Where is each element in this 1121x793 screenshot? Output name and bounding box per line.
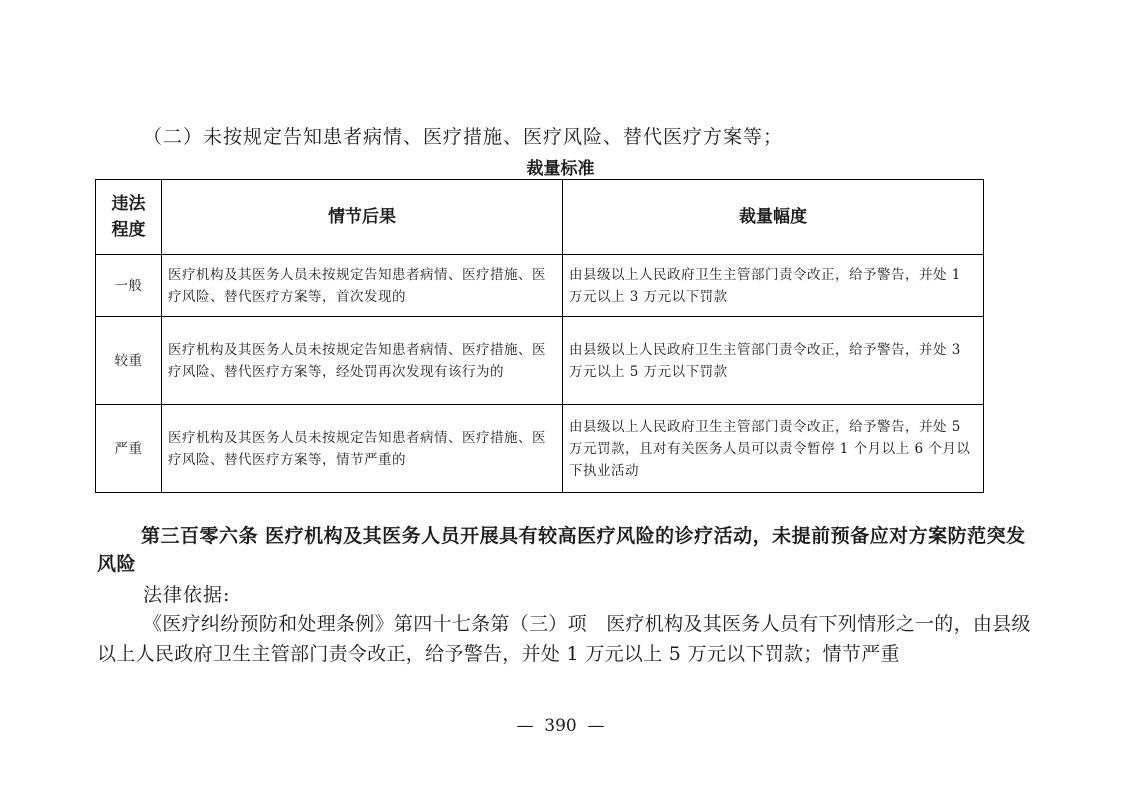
header-range: 裁量幅度 (563, 180, 984, 255)
header-level-line1: 违法 (111, 194, 146, 214)
article-title: 第三百零六条 医疗机构及其医务人员开展具有较高医疗风险的诊疗活动，未提前预备应对方案防范突发风险 (97, 525, 1026, 575)
header-level-line2: 程度 (111, 220, 146, 240)
row-level: 较重 (96, 317, 162, 405)
table-row (96, 405, 984, 493)
row-consequence: 医疗机构及其医务人员未按规定告知患者病情、医疗措施、医疗风险、替代医疗方案等，首次发现的 (162, 255, 563, 317)
intro-paragraph: （二）未按规定告知患者病情、医疗措施、医疗风险、替代医疗方案等； (143, 126, 784, 148)
penalty-standard-table (95, 179, 984, 493)
row-consequence: 医疗机构及其医务人员未按规定告知患者病情、医疗措施、医疗风险、替代医疗方案等，经处罚再次发现有该行为的 (162, 317, 563, 405)
page-number: — 390 — (516, 716, 605, 736)
row-range: 由县级以上人民政府卫生主管部门责令改正，给予警告，并处 1 万元以上 3 万元以下罚款 (563, 255, 984, 317)
header-level (96, 180, 162, 255)
header-consequence: 情节后果 (162, 180, 563, 255)
table-caption: 裁量标准 (526, 159, 595, 179)
table-row (96, 255, 984, 317)
row-range: 由县级以上人民政府卫生主管部门责令改正，给予警告，并处 3 万元以上 5 万元以下罚款 (563, 317, 984, 405)
row-consequence: 医疗机构及其医务人员未按规定告知患者病情、医疗措施、医疗风险、替代医疗方案等，情节严重的 (162, 405, 563, 493)
table-row (96, 317, 984, 405)
table-header-row (96, 180, 984, 255)
row-level: 一般 (96, 255, 162, 317)
row-range: 由县级以上人民政府卫生主管部门责令改正，给予警告，并处 5 万元罚款，且对有关医务人员可以责令暂停 1 个月以上 6 个月以下执业活动 (563, 405, 984, 493)
legal-basis-text: 《医疗纠纷预防和处理条例》第四十七条第（三）项 医疗机构及其医务人员有下列情形之一的，由县级以上人民政府卫生主管部门责令改正，给予警告，并处 1 万元以上 5 万元以下罚款；情节严重 (97, 613, 1031, 665)
legal-basis-label: 法律依据: (143, 584, 231, 606)
row-level: 严重 (96, 405, 162, 493)
